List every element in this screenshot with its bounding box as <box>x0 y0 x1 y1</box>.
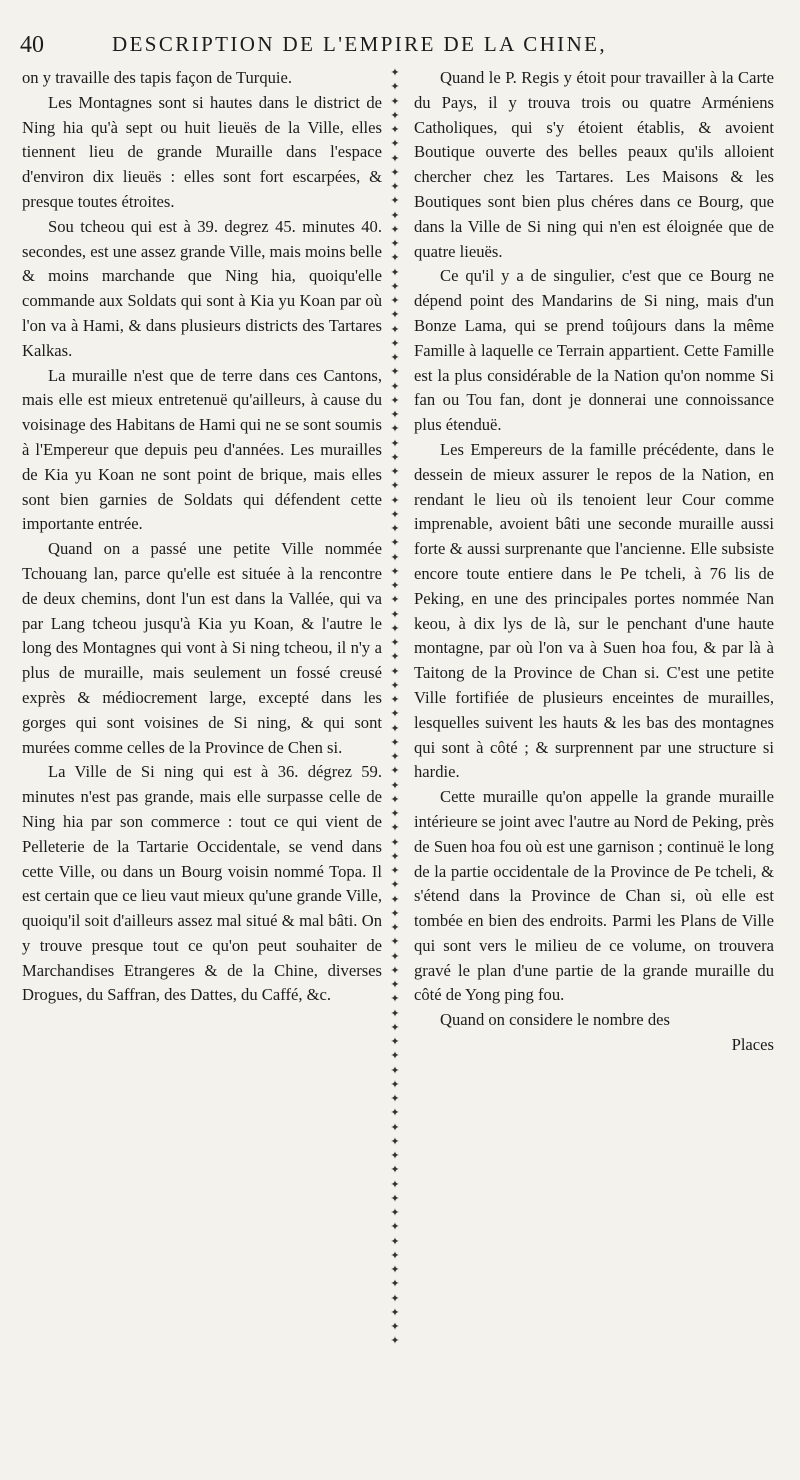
ornament-glyph: ✦ <box>390 336 400 350</box>
paragraph: Cette muraille qu'on appelle la grande muraille intérieure se joint avec l'autre au Nord de Peking, près de Suen hoa fou où est une garnison ; continuë le long de la partie occidentale de la Province de Pe tcheli, & s'étend dans la Province de Chan si, où elle est tombée en bien des endroits. Parmi les Plans de Ville qui sont vers le milieu de ce volume, on trouvera gravé le plan d'une partie de la grande muraille du côté de Yong ping fou. <box>414 787 774 1005</box>
ornament-glyph: ✦ <box>390 1120 400 1134</box>
ornament-glyph: ✦ <box>390 66 400 79</box>
ornament-glyph: ✦ <box>390 750 400 763</box>
ornament-glyph: ✦ <box>390 94 400 108</box>
ornament-glyph: ✦ <box>390 764 400 778</box>
paragraph: Quand on considere le nombre des <box>440 1010 670 1030</box>
ornament-glyph: ✦ <box>390 365 400 379</box>
ornament-glyph: ✦ <box>390 1277 400 1291</box>
ornament-glyph: ✦ <box>390 1077 400 1091</box>
ornament-glyph: ✦ <box>390 265 400 279</box>
ornament-glyph: ✦ <box>390 1063 400 1077</box>
ornament-glyph: ✦ <box>390 921 400 934</box>
ornament-glyph: ✦ <box>390 507 400 521</box>
paragraph: La Ville de Si ning qui est à 36. dégrez 59. minutes n'est pas grande, mais elle surpasse celle de Ning hia par son commerce : tout ce qui vient de Pelleterie de la Tartarie Occidentale, se vend dans cette Ville, ou dans un Bourg voisin nommé Topa. Il est certain que ce lieu vaut mieux qu'une grande Ville, quoiqu'il soit d'ailleurs assez mal situé & mal bâti. On y trouve presque tout ce qu'on peut souhaiter de Marchandises Etrangeres & de la Chine, diverses Drogues, du Saffran, des Dattes, du Caffé, &c. <box>22 762 382 1005</box>
paragraph: on y travaille des tapis façon de Turquie. <box>22 68 293 87</box>
paragraph: Quand on a passé une petite Ville nommée Tchouang lan, parce qu'elle est située à la rencontre de deux chemins, dont l'un est dans la Vallée, qui va par Lang tcheou jusqu'à Kia yu Koan, & l'autre le long des Montagnes qui vont à Si ning tcheou, il n'y a plus de muraille, mais seulement un fossé creusé exprès & médiocrement large, excepté dans les gorges qui sont voisines de Si ning, & qui sont murées comme celles de la Province de Chen si. <box>22 539 382 757</box>
ornament-glyph: ✦ <box>390 978 400 991</box>
ornament-glyph: ✦ <box>390 80 400 94</box>
ornament-glyph: ✦ <box>390 379 400 393</box>
ornament-glyph: ✦ <box>390 849 400 863</box>
ornament-glyph: ✦ <box>390 1020 400 1034</box>
ornament-glyph: ✦ <box>390 1149 400 1162</box>
ornament-glyph: ✦ <box>390 294 400 307</box>
left-column <box>22 66 382 1008</box>
ornament-glyph: ✦ <box>390 550 400 564</box>
ornament-glyph: ✦ <box>390 1006 400 1020</box>
ornament-glyph: ✦ <box>390 735 400 749</box>
page-number: 40 <box>20 32 44 58</box>
paragraph: Les Empereurs de la famille précédente, dans le dessein de mieux assurer le repos de la Nation, en rendant le lieu où ils tenoient leur Cour comme imprenable, avoient bâti une seconde muraille aussi forte & aussi surprenante que l'ancienne. Elle subsiste encore toute entiere dans le Pe tcheli, à 76 lis de Peking, en une des principales portes nommée Nan keou, à dix lys de là, sur le penchant d'une haute montagne, par où l'on va à Suen hoa fou, & par là à Taitong de la Province de Chan si. C'est une petite Ville fortifiée de plusieurs enceintes de murailles, lesquelles suivent les hauts & les bas des montagnes qui sont à côté ; & surprennent par une structure si hardie. <box>414 439 774 782</box>
paragraph: Ce qu'il y a de singulier, c'est que ce Bourg ne dépend point des Mandarins de Si ning, mais d'un Bonze Lama, qui se prend toûjours dans la même Famille à laquelle ce Terrain appartient. Cette Famille est la plus considérable de la Nation qu'on nomme Si fan ou Tou fan, dont je donnerai une connoissance plus étenduë. <box>414 266 774 435</box>
ornament-glyph: ✦ <box>390 935 400 949</box>
paragraph: Quand le P. Regis y étoit pour travailler à la Carte du Pays, il y trouva trois ou quatre Arméniens Catholiques, qui s'y étoient établis, & avoient Boutique ouverte des belles peaux qu'ils alloient chercher chez les Tartares. Les Maisons & les Boutiques sont bien plus chéres dans ce Bourg, que dans la Ville de Si ning qui n'en est éloignée que de quatre lieuës. <box>414 68 774 261</box>
ornament-glyph: ✦ <box>390 579 400 592</box>
ornament-glyph: ✦ <box>390 237 400 250</box>
ornament-glyph: ✦ <box>390 636 400 649</box>
ornament-glyph: ✦ <box>390 835 400 849</box>
ornament-glyph: ✦ <box>390 1134 400 1148</box>
ornament-glyph: ✦ <box>390 493 400 507</box>
page-header <box>0 30 800 64</box>
ornament-glyph: ✦ <box>390 693 400 706</box>
ornamental-column-divider <box>383 66 407 1348</box>
ornament-glyph: ✦ <box>390 208 400 222</box>
ornament-glyph: ✦ <box>390 450 400 464</box>
ornament-glyph: ✦ <box>390 607 400 621</box>
ornament-glyph: ✦ <box>390 821 400 835</box>
ornament-glyph: ✦ <box>390 536 400 550</box>
ornament-glyph: ✦ <box>390 892 400 906</box>
ornament-glyph: ✦ <box>390 308 400 322</box>
ornament-glyph: ✦ <box>390 1177 400 1191</box>
ornament-glyph: ✦ <box>390 422 400 436</box>
ornament-glyph: ✦ <box>390 1092 400 1105</box>
ornament-glyph: ✦ <box>390 1163 400 1177</box>
ornament-glyph: ✦ <box>390 1220 400 1234</box>
ornament-glyph: ✦ <box>390 878 400 892</box>
ornament-glyph: ✦ <box>390 222 400 236</box>
ornament-glyph: ✦ <box>390 949 400 963</box>
ornament-glyph: ✦ <box>390 778 400 792</box>
ornament-glyph: ✦ <box>390 251 400 265</box>
running-title: DESCRIPTION DE L'EMPIRE DE LA CHINE, <box>112 32 608 56</box>
ornament-glyph: ✦ <box>390 992 400 1006</box>
ornament-glyph: ✦ <box>390 1234 400 1248</box>
ornament-glyph: ✦ <box>390 123 400 136</box>
ornament-glyph: ✦ <box>390 1206 400 1219</box>
ornament-glyph: ✦ <box>390 151 400 165</box>
paragraph: Sou tcheou qui est à 39. degrez 45. minutes 40. secondes, est une assez grande Ville, mais moins belle & moins marchande que Ning hia, quoiqu'elle commande aux Soldats qui sont à Kia yu Koan par où l'on va à Hami, & dans plusieurs districts des Tartares Kalkas. <box>22 216 382 360</box>
ornament-glyph: ✦ <box>390 963 400 977</box>
ornament-glyph: ✦ <box>390 137 400 151</box>
ornament-glyph: ✦ <box>390 408 400 421</box>
ornament-glyph: ✦ <box>390 678 400 692</box>
ornament-glyph: ✦ <box>390 1035 400 1048</box>
ornament-glyph: ✦ <box>390 664 400 678</box>
ornament-glyph: ✦ <box>390 621 400 635</box>
ornament-glyph: ✦ <box>390 322 400 336</box>
ornament-glyph: ✦ <box>390 1305 400 1319</box>
ornament-glyph: ✦ <box>390 108 400 122</box>
ornament-glyph: ✦ <box>390 351 400 364</box>
ornament-glyph: ✦ <box>390 194 400 208</box>
ornament-glyph: ✦ <box>390 393 400 407</box>
ornament-glyph: ✦ <box>390 522 400 535</box>
ornament-glyph: ✦ <box>390 1248 400 1262</box>
ornament-glyph: ✦ <box>390 465 400 478</box>
ornament-glyph: ✦ <box>390 650 400 664</box>
ornament-glyph: ✦ <box>390 436 400 450</box>
ornament-glyph: ✦ <box>390 792 400 806</box>
ornament-glyph: ✦ <box>390 165 400 179</box>
ornament-glyph: ✦ <box>390 1191 400 1205</box>
ornament-glyph: ✦ <box>390 707 400 721</box>
ornament-glyph: ✦ <box>390 279 400 293</box>
catchword: Places <box>731 1035 774 1055</box>
ornament-glyph: ✦ <box>390 906 400 920</box>
ornament-glyph: ✦ <box>390 1320 400 1333</box>
ornament-glyph: ✦ <box>390 1334 400 1348</box>
ornament-glyph: ✦ <box>390 180 400 193</box>
ornament-glyph: ✦ <box>390 1291 400 1305</box>
ornament-glyph: ✦ <box>390 1263 400 1276</box>
paragraph: Les Montagnes sont si hautes dans le district de Ning hia qu'à sept ou huit lieuës de la Ville, elles tiennent lieu de grande Muraille dans l'espace d'environ dix lieuës : elles sont fort escarpées, & presque toutes étroites. <box>22 92 382 211</box>
ornament-glyph: ✦ <box>390 1106 400 1120</box>
ornament-glyph: ✦ <box>390 864 400 877</box>
right-column <box>414 66 774 1058</box>
paragraph: La muraille n'est que de terre dans ces Cantons, mais elle est mieux entretenuë qu'ailleurs, à cause du voisinage des Habitans de Hami qui ne se sont soumis à l'Empereur que depuis peu d'années. Les murailles de Kia yu Koan ne sont point de brique, mais elles sont bien garnies de Soldats qui défendent cette importante entrée. <box>22 365 382 534</box>
ornament-glyph: ✦ <box>390 564 400 578</box>
ornament-glyph: ✦ <box>390 807 400 820</box>
ornament-glyph: ✦ <box>390 479 400 493</box>
ornament-glyph: ✦ <box>390 721 400 735</box>
ornament-glyph: ✦ <box>390 593 400 607</box>
ornament-glyph: ✦ <box>390 1049 400 1063</box>
